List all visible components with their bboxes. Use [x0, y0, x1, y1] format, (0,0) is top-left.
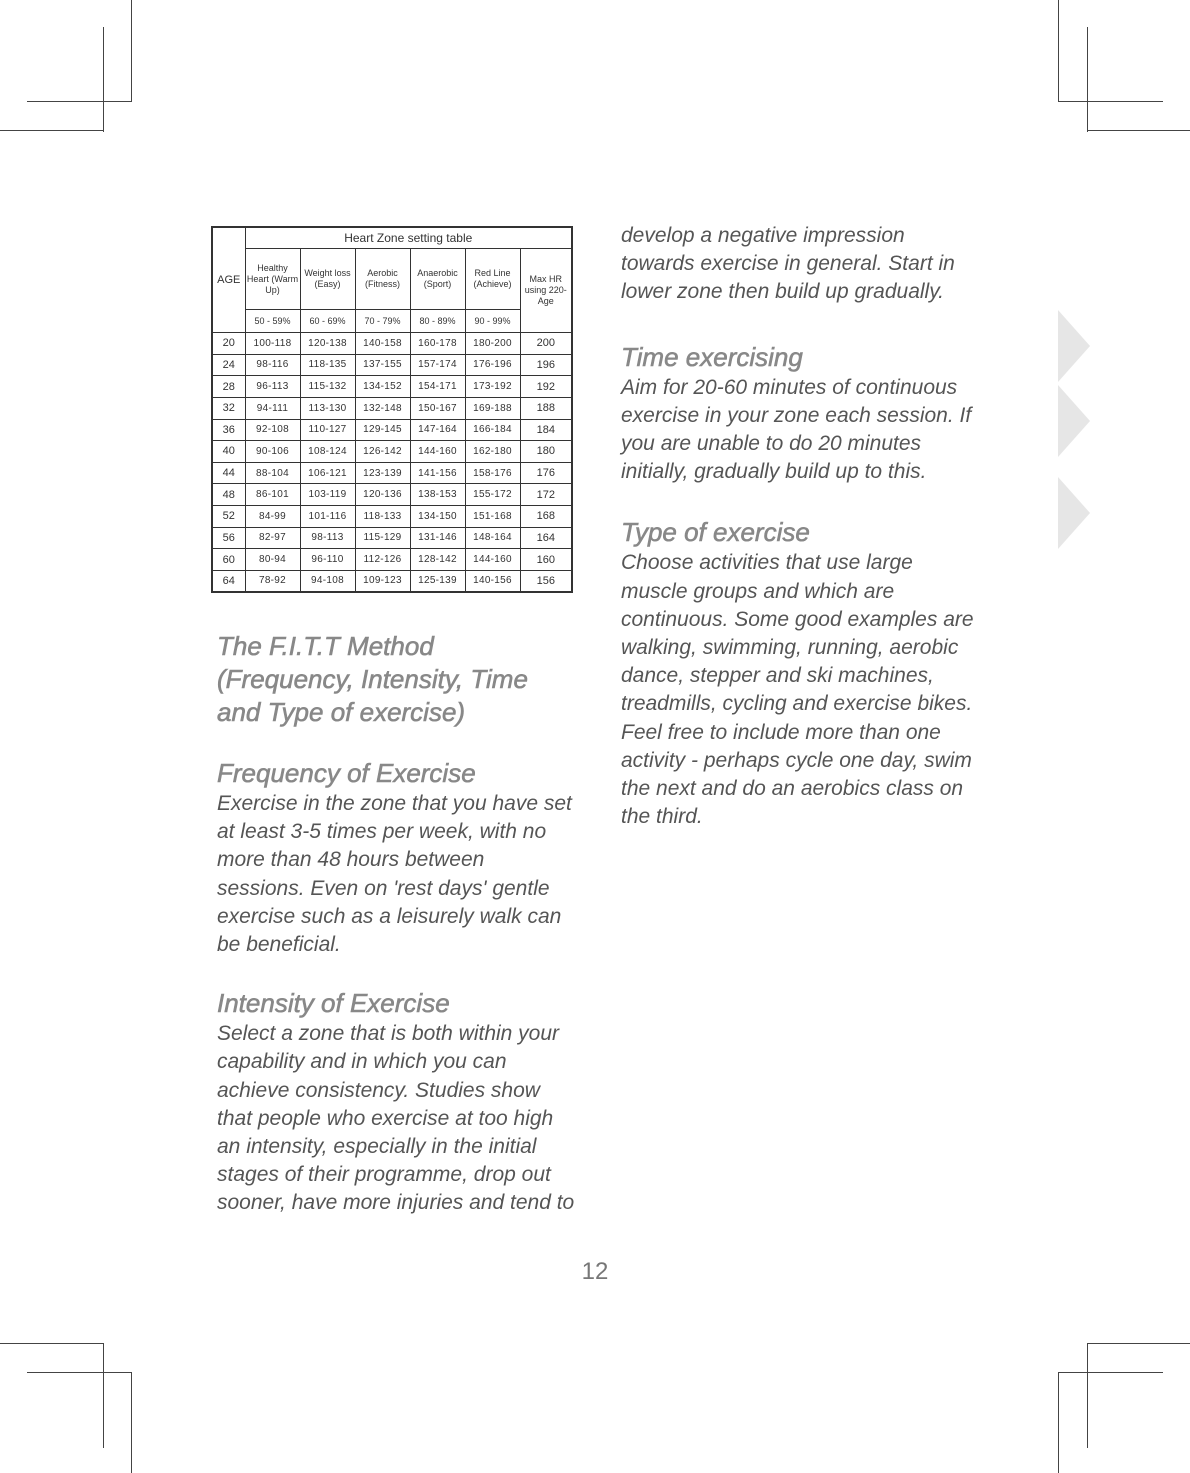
crop-mark-top-left-h2	[0, 130, 104, 131]
heart-zone-table	[211, 226, 573, 593]
table-row	[212, 397, 572, 419]
table-row	[212, 570, 572, 592]
side-arrow-2	[1058, 385, 1090, 457]
zone-range-cell: 110-127	[300, 419, 355, 441]
zone-header: Anaerobic (Sport)	[410, 249, 465, 310]
zone-range-cell: 103-119	[300, 484, 355, 506]
zone-range-cell: 98-116	[245, 354, 300, 376]
zone-range-cell: 154-171	[410, 376, 465, 398]
age-cell: 48	[212, 484, 245, 506]
age-cell: 28	[212, 376, 245, 398]
zone-range-cell: 115-129	[355, 527, 410, 549]
max-hr-cell: 156	[520, 570, 572, 592]
zone-range-cell: 92-108	[245, 419, 300, 441]
table-row	[212, 484, 572, 506]
zone-range-cell: 158-176	[465, 462, 520, 484]
crop-mark-top-right-h2	[1087, 130, 1190, 131]
age-cell: 36	[212, 419, 245, 441]
intensity-text: Select a zone that is both within your capability and in which you can achieve consistency. Studies show that people who exercise at too high an intensity, especially in the initial stages of their programme, drop out sooner, have more injuries and tend to	[217, 1022, 575, 1215]
zone-range-cell: 155-172	[465, 484, 520, 506]
zone-header: Red Line (Achieve)	[465, 249, 520, 310]
frequency-text: Exercise in the zone that you have set at least 3-5 times per week, with no more than 48 hours between sessions. Even on 'rest days' gentle exercise such as a leisurely walk can be beneficial.	[217, 792, 572, 957]
zone-range-cell: 134-150	[410, 506, 465, 528]
table-row	[212, 527, 572, 549]
max-hr-cell: 176	[520, 462, 572, 484]
zone-range-cell: 113-130	[300, 397, 355, 419]
zone-range-cell: 118-135	[300, 354, 355, 376]
max-hr-cell: 196	[520, 354, 572, 376]
age-cell: 24	[212, 354, 245, 376]
zone-range-cell: 100-118	[245, 333, 300, 355]
crop-mark-bottom-right-v	[1058, 1372, 1059, 1473]
zone-range-cell: 80-94	[245, 549, 300, 571]
table-caption: Heart Zone setting table	[245, 227, 572, 249]
age-cell: 32	[212, 397, 245, 419]
fitt-heading: The F.I.T.T Method (Frequency, Intensity, Time and Type of exercise)	[217, 631, 528, 727]
age-cell: 40	[212, 441, 245, 463]
crop-mark-bottom-right-h2	[1087, 1343, 1190, 1344]
table-row	[212, 354, 572, 376]
zone-range-cell: 112-126	[355, 549, 410, 571]
crop-mark-bottom-right-v2	[1087, 1343, 1088, 1448]
zone-range-cell: 88-104	[245, 462, 300, 484]
table-row	[212, 506, 572, 528]
zone-range-cell: 106-121	[300, 462, 355, 484]
age-cell: 64	[212, 570, 245, 592]
age-header: AGE	[212, 227, 245, 333]
max-hr-cell: 188	[520, 397, 572, 419]
max-hr-cell: 192	[520, 376, 572, 398]
table-row	[212, 462, 572, 484]
max-hr-cell: 184	[520, 419, 572, 441]
zone-range-cell: 144-160	[410, 441, 465, 463]
zone-range-cell: 96-110	[300, 549, 355, 571]
zone-header: Weight loss (Easy)	[300, 249, 355, 310]
crop-mark-bottom-left-h	[27, 1372, 132, 1373]
table-row	[212, 333, 572, 355]
zone-range-cell: 140-156	[465, 570, 520, 592]
crop-mark-bottom-right-h	[1058, 1372, 1163, 1373]
crop-mark-bottom-left-v2	[103, 1343, 104, 1448]
zone-range-cell: 90-106	[245, 441, 300, 463]
zone-range-cell: 131-146	[410, 527, 465, 549]
zone-range-cell: 86-101	[245, 484, 300, 506]
age-cell: 20	[212, 333, 245, 355]
left-text-column	[217, 630, 587, 1218]
zone-range-cell: 134-152	[355, 376, 410, 398]
page-number: 12	[581, 1258, 609, 1285]
zone-range-cell: 160-178	[410, 333, 465, 355]
percentage-row	[212, 310, 572, 333]
zone-range-cell: 176-196	[465, 354, 520, 376]
zone-range-cell: 141-156	[410, 462, 465, 484]
max-hr-cell: 200	[520, 333, 572, 355]
crop-mark-top-right-v2	[1087, 27, 1088, 132]
zone-range-cell: 126-142	[355, 441, 410, 463]
max-hr-cell: 164	[520, 527, 572, 549]
table-row	[212, 376, 572, 398]
age-cell: 56	[212, 527, 245, 549]
time-heading: Time exercising	[621, 341, 803, 372]
crop-mark-bottom-left-h2	[0, 1343, 104, 1344]
age-cell: 44	[212, 462, 245, 484]
age-cell: 60	[212, 549, 245, 571]
zone-range-cell: 115-132	[300, 376, 355, 398]
percentage-cell: 90 - 99%	[465, 310, 520, 333]
zone-range-cell: 148-164	[465, 527, 520, 549]
percentage-cell: 50 - 59%	[245, 310, 300, 333]
intensity-heading: Intensity of Exercise	[217, 988, 450, 1019]
zone-range-cell: 82-97	[245, 527, 300, 549]
zone-range-cell: 125-139	[410, 570, 465, 592]
table-row	[212, 419, 572, 441]
right-text-column	[621, 222, 1001, 831]
zone-range-cell: 123-139	[355, 462, 410, 484]
zone-range-cell: 128-142	[410, 549, 465, 571]
zone-range-cell: 140-158	[355, 333, 410, 355]
zone-range-cell: 157-174	[410, 354, 465, 376]
max-hr-cell: 172	[520, 484, 572, 506]
side-arrow-3	[1058, 477, 1090, 549]
zone-range-cell: 94-108	[300, 570, 355, 592]
zone-range-cell: 108-124	[300, 441, 355, 463]
max-hr-cell: 160	[520, 549, 572, 571]
zone-range-cell: 118-133	[355, 506, 410, 528]
crop-mark-top-left-v2	[103, 27, 104, 132]
frequency-heading: Frequency of Exercise	[217, 758, 476, 788]
zone-range-cell: 120-136	[355, 484, 410, 506]
crop-mark-top-left-v	[131, 0, 132, 102]
crop-mark-top-left-h	[27, 101, 132, 102]
zone-range-cell: 84-99	[245, 506, 300, 528]
percentage-cell: 60 - 69%	[300, 310, 355, 333]
zone-range-cell: 101-116	[300, 506, 355, 528]
zone-range-cell: 180-200	[465, 333, 520, 355]
zone-range-cell: 96-113	[245, 376, 300, 398]
max-hr-cell: 168	[520, 506, 572, 528]
zone-range-cell: 166-184	[465, 419, 520, 441]
max-hr-header: Max HR using 220-Age	[520, 249, 572, 333]
zone-range-cell: 169-188	[465, 397, 520, 419]
continued-text: develop a negative impression towards exercise in general. Start in lower zone then build up gradually.	[621, 224, 955, 304]
table-row	[212, 549, 572, 571]
table-row	[212, 441, 572, 463]
type-text: Choose activities that use large muscle groups and which are continuous. Some good examples are walking, swimming, running, aerobic dance, stepper and ski machines, treadmills, cycling and exercise bikes. Feel free to include more than one activity - perhaps cycle one day, swim the next and do an aerobics class on the third.	[621, 551, 974, 829]
zone-range-cell: 78-92	[245, 570, 300, 592]
table-body	[212, 333, 572, 593]
crop-mark-top-right-h	[1058, 101, 1163, 102]
zone-range-cell: 132-148	[355, 397, 410, 419]
zone-range-cell: 98-113	[300, 527, 355, 549]
zone-header: Healthy Heart (Warm Up)	[245, 249, 300, 310]
age-cell: 52	[212, 506, 245, 528]
zone-range-cell: 150-167	[410, 397, 465, 419]
time-text: Aim for 20-60 minutes of continuous exercise in your zone each session. If you are unable to do 20 minutes initially, gradually build up to this.	[621, 375, 972, 484]
zone-range-cell: 173-192	[465, 376, 520, 398]
type-heading: Type of exercise	[621, 517, 810, 548]
zone-range-cell: 151-168	[465, 506, 520, 528]
zone-range-cell: 137-155	[355, 354, 410, 376]
zone-range-cell: 138-153	[410, 484, 465, 506]
zone-header: Aerobic (Fitness)	[355, 249, 410, 310]
zone-range-cell: 109-123	[355, 570, 410, 592]
zone-range-cell: 120-138	[300, 333, 355, 355]
zone-range-cell: 129-145	[355, 419, 410, 441]
zone-range-cell: 144-160	[465, 549, 520, 571]
zone-range-cell: 94-111	[245, 397, 300, 419]
crop-mark-bottom-left-v	[131, 1372, 132, 1473]
percentage-cell: 80 - 89%	[410, 310, 465, 333]
zone-header-row	[212, 249, 572, 310]
percentage-cell: 70 - 79%	[355, 310, 410, 333]
crop-mark-top-right-v	[1058, 0, 1059, 102]
side-arrow-1	[1058, 310, 1090, 382]
zone-range-cell: 162-180	[465, 441, 520, 463]
zone-range-cell: 147-164	[410, 419, 465, 441]
max-hr-cell: 180	[520, 441, 572, 463]
